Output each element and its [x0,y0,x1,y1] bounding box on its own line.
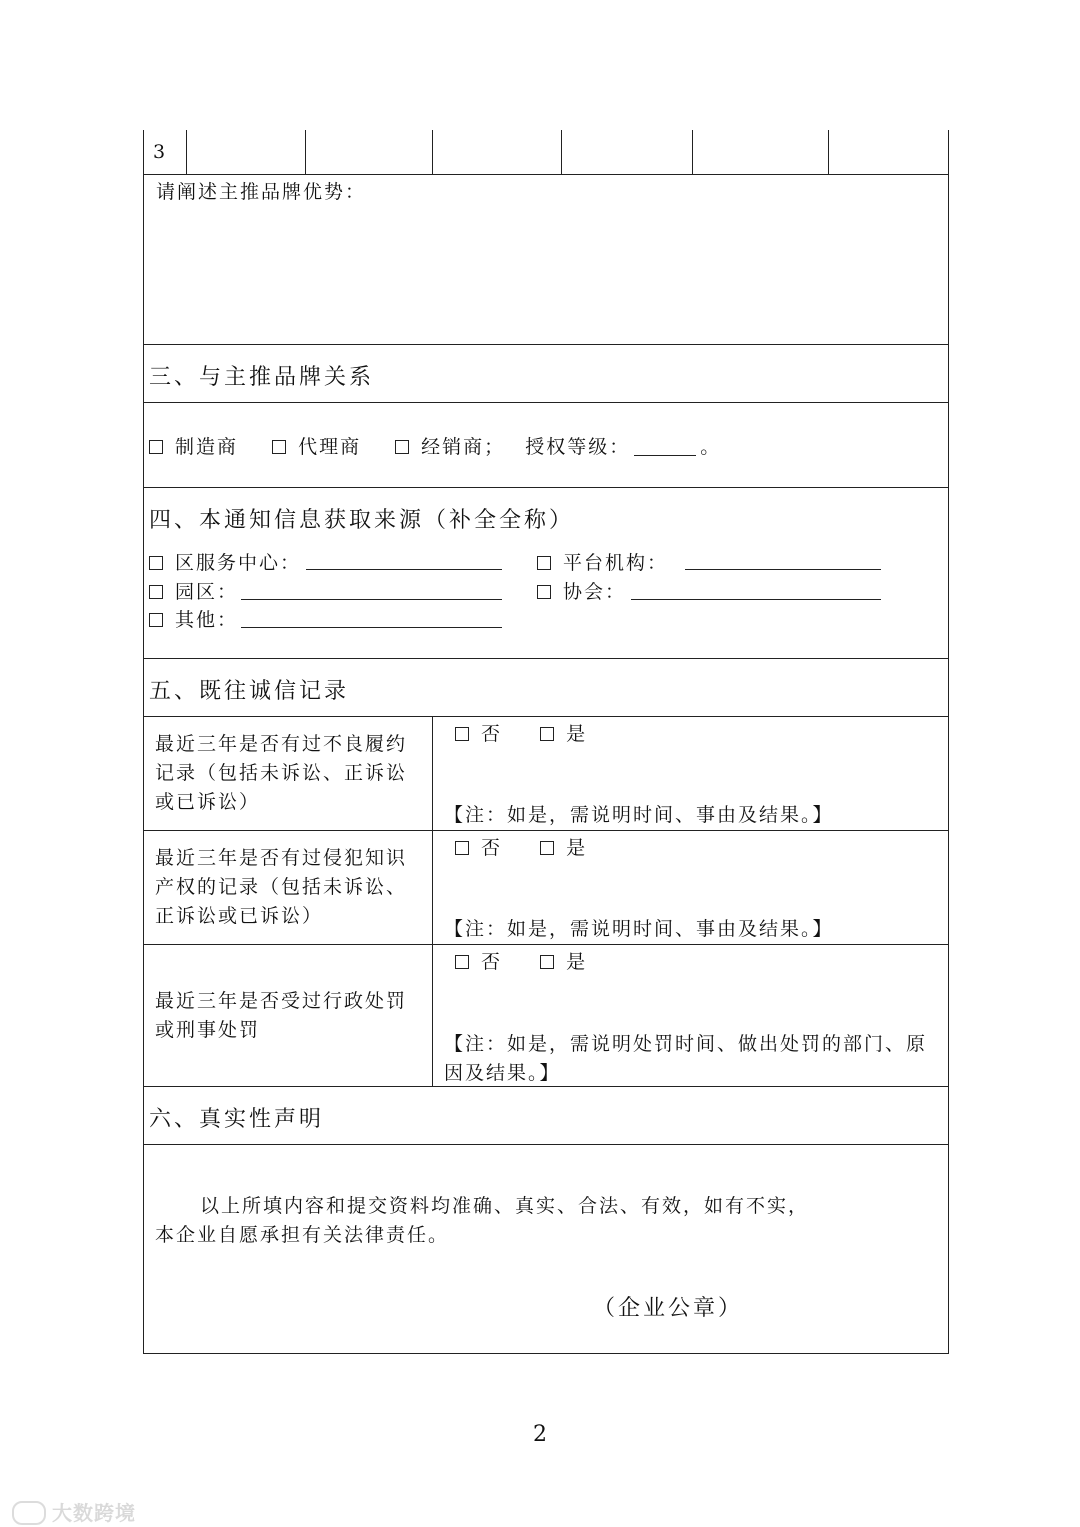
section3-title: 三、与主推品牌关系 [149,365,375,390]
row-divider [144,174,948,175]
truthfulness-statement: 以上所填内容和提交资料均准确、真实、合法、有效，如有不实， 本企业自愿承担有关法律责任。 [155,1195,810,1246]
table-column-divider [561,130,562,174]
penalty-answer-options [455,947,587,974]
park-label: 园区： [175,581,239,603]
agent-label: 代理商 [298,436,362,458]
brand-relation-options [149,432,721,459]
section4-title: 四、本通知信息获取来源（补全全称） [149,508,575,533]
row-divider [144,944,948,945]
penalty-yes-label: 是 [566,951,588,973]
ip-yes-checkbox[interactable] [540,841,554,855]
authorization-level-end: 。 [700,436,722,458]
brand-advantage-prompt: 请阐述主推品牌优势： [156,181,367,203]
section5-title: 五、既往诚信记录 [149,679,350,704]
row-divider [144,1144,948,1145]
association-field[interactable] [631,599,881,600]
breach-note: 【注：如是，需说明时间、事由及结果。】 [444,804,834,826]
dealer-label: 经销商； [421,436,506,458]
district-center-label: 区服务中心： [175,552,302,574]
other-label: 其他： [175,609,239,631]
source-park [149,577,238,604]
record-question-penalty: 最近三年是否受过行政处罚 或刑事处罚 [155,990,408,1041]
manufacturer-checkbox[interactable] [149,440,163,454]
table-column-divider [305,130,306,174]
ip-note: 【注：如是，需说明时间、事由及结果。】 [444,918,834,940]
platform-checkbox[interactable] [537,556,551,570]
watermark-text: 大数跨境 [52,1501,136,1525]
penalty-yes-checkbox[interactable] [540,955,554,969]
section6-title: 六、真实性声明 [149,1107,325,1132]
source-association [537,577,626,604]
park-field[interactable] [241,599,502,600]
breach-no-checkbox[interactable] [455,727,469,741]
company-seal-label: （企业公章） [593,1296,744,1321]
row-divider [144,344,948,345]
record-question-ip: 最近三年是否有过侵犯知识 产权的记录（包括未诉讼、 正诉讼或已诉讼） [155,847,408,927]
watermark [12,1497,136,1526]
platform-field[interactable] [685,569,881,570]
table-column-divider [692,130,693,174]
agent-checkbox[interactable] [272,440,286,454]
park-checkbox[interactable] [149,585,163,599]
row-divider [144,1086,948,1087]
row-divider [144,402,948,403]
table-column-divider [828,130,829,174]
breach-yes-checkbox[interactable] [540,727,554,741]
penalty-no-label: 否 [481,951,503,973]
row-number: 3 [153,141,168,163]
breach-answer-options [455,719,587,746]
row-divider [144,658,948,659]
breach-no-label: 否 [481,723,503,745]
other-field[interactable] [241,627,502,628]
manufacturer-label: 制造商 [175,436,239,458]
authorization-level-label: 授权等级： [525,436,631,458]
platform-label: 平台机构： [563,552,669,574]
source-platform [537,548,668,575]
ip-yes-label: 是 [566,837,588,859]
penalty-no-checkbox[interactable] [455,955,469,969]
row-divider [144,830,948,831]
table-column-divider [432,716,433,1086]
district-center-field[interactable] [306,569,502,570]
penalty-note: 【注：如是，需说明处罚时间、做出处罚的部门、原 因及结果。】 [444,1033,928,1084]
page-number: 2 [533,1422,547,1447]
row-divider [144,487,948,488]
breach-yes-label: 是 [566,723,588,745]
association-checkbox[interactable] [537,585,551,599]
row-divider [144,716,948,717]
source-other [149,605,238,632]
ip-no-checkbox[interactable] [455,841,469,855]
table-column-divider [432,130,433,174]
application-form-table [143,130,949,1354]
other-checkbox[interactable] [149,613,163,627]
source-district-center [149,548,301,575]
watermark-logo-icon [12,1501,46,1525]
dealer-checkbox[interactable] [395,440,409,454]
association-label: 协会： [563,581,627,603]
district-center-checkbox[interactable] [149,556,163,570]
record-question-breach: 最近三年是否有过不良履约 记录（包括未诉讼、正诉讼 或已诉讼） [155,733,408,813]
ip-answer-options [455,833,587,860]
authorization-level-field[interactable] [634,437,696,456]
table-column-divider [186,130,187,174]
ip-no-label: 否 [481,837,503,859]
